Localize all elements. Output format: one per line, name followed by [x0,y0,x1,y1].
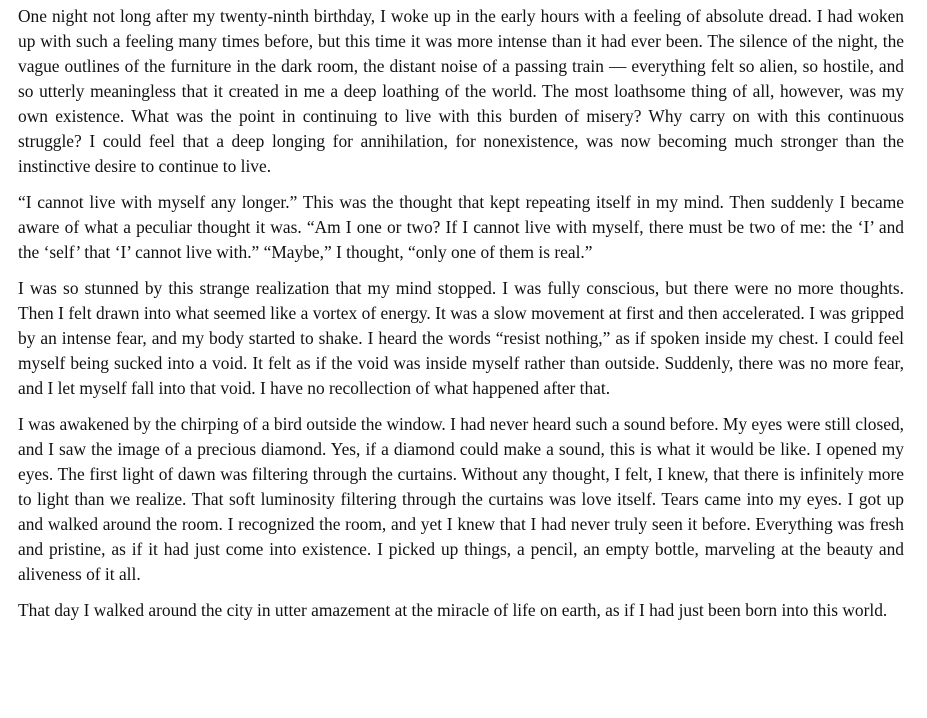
paragraph-5: That day I walked around the city in utter amazement at the miracle of life on earth, as if I had just been born into this world. [18,600,888,620]
paragraph-4: I was awakened by the chirping of a bird outside the window. I had never heard such a sound before. My eyes were still closed, and I saw the image of a precious diamond. Yes, if a diamond could make a sound, this is what it would be like. I opened my eyes. The first light of dawn was filtering through the curtains. Without any thought, I felt, I knew, that there is infinitely more to light than we realize. That soft luminosity filtering through the curtains was love itself. Tears came into my eyes. I got up and walked around the room. I recognized the room, and yet I knew that I had never truly seen it before. Everything was fresh and pristine, as if it had just come into existence. I picked up things, a pencil, an empty bottle, marveling at the beauty and aliveness of it all. [18,414,905,584]
paragraph-2: “I cannot live with myself any longer.” This was the thought that kept repeating itself in my mind. Then suddenly I became aware of what a peculiar thought it was. “Am I one or two? If I cannot live with myself, there must be two of me: the ‘I’ and the ‘self’ that ‘I’ cannot live with.” “Maybe,” I thought, “only one of them is real.” [18,192,904,262]
paragraph-1: One night not long after my twenty-ninth birthday, I woke up in the early hours with a feeling of absolute dread. I had woken up with such a feeling many times before, but this time it was more intense than it had ever been. The silence of the night, the vague outlines of the furniture in the dark room, the distant noise of a passing train — everything felt so alien, so hostile, and so utterly meaningless that it created in me a deep loathing of the world. The most loathsome thing of all, however, was my own existence. What was the point in continuing to live with this burden of misery? Why carry on with this continuous struggle? I could feel that a deep longing for annihilation, for nonexistence, was now becoming much stronger than the instinctive desire to continue to live. [18,6,904,176]
paragraph-3: I was so stunned by this strange realization that my mind stopped. I was fully conscious, but there were no more thoughts. Then I felt drawn into what seemed like a vortex of energy. It was a slow movement at first and then accelerated. I was gripped by an intense fear, and my body started to shake. I heard the words “resist nothing,” as if spoken inside my chest. I could feel myself being sucked into a void. It felt as if the void was inside myself rather than outside. Suddenly, there was no more fear, and I let myself fall into that void. I have no recollection of what happened after that. [18,278,904,398]
